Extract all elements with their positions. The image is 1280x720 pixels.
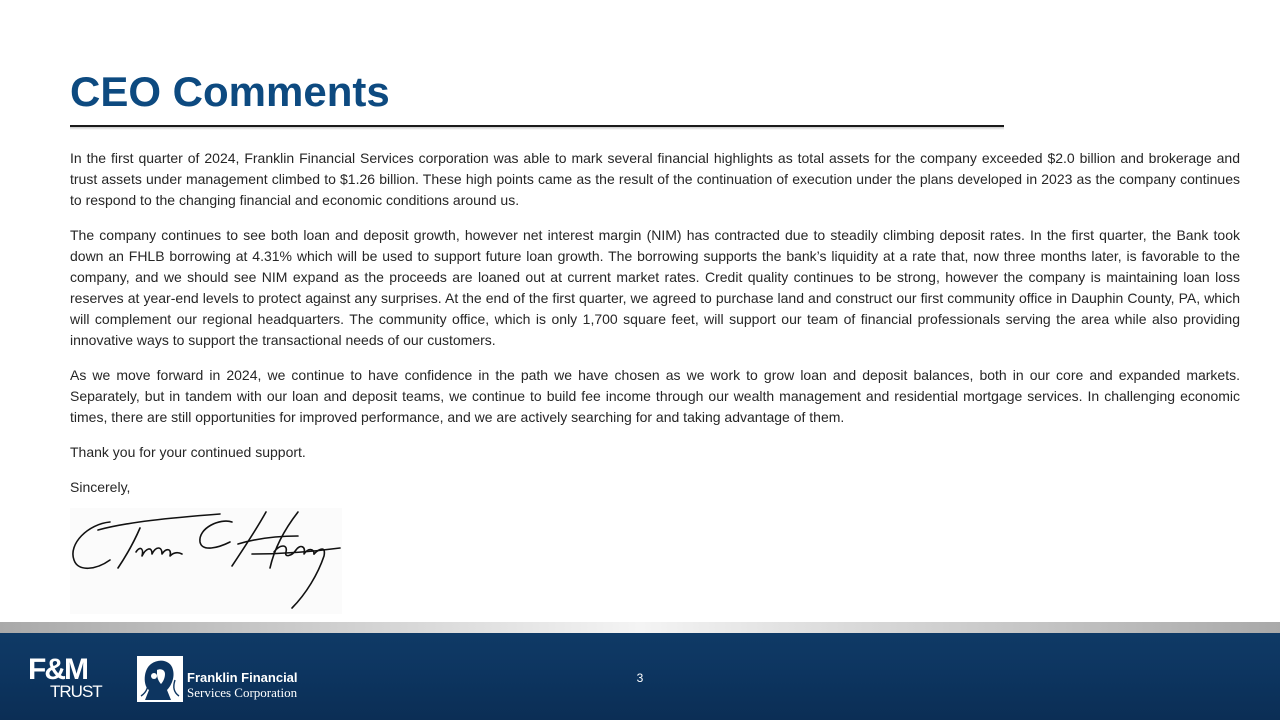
page-title: CEO Comments	[70, 68, 390, 115]
ff-logo-name: Franklin Financial	[187, 670, 298, 685]
letter-body	[70, 148, 1240, 512]
signature-image	[70, 508, 342, 614]
paragraph-intro: In the first quarter of 2024, Franklin Financial Services corporation was able to mark several financial highlights as total assets for the company exceeded $2.0 billion and brokerage and trust assets under management climbed to $1.26 billion. These high points came as the result of the continuation of execution under the plans developed in 2023 as the company continues to respond to the changing financial and economic conditions around us.	[70, 150, 1240, 208]
fm-trust-logo	[28, 655, 112, 705]
franklin-financial-logo	[137, 656, 307, 704]
franklin-portrait-icon	[137, 656, 183, 702]
signature-icon	[70, 508, 342, 614]
paragraph-growth: The company continues to see both loan and deposit growth, however net interest margin (NIM) has contracted due to steadily climbing deposit rates. In the first quarter, the Bank took down an FHLB borrowing at 4.31% which will be used to support future loan growth. The borrowing supports the bank’s liquidity at a rate that, now three months later, is favorable to the company, and we should see NIM expand as the proceeds are loaned out at current market rates. Credit quality continues to be strong, however the company is maintaining loan loss reserves at year-end levels to protect against any surprises. At the end of the first quarter, we agreed to purchase land and construct our first community office in Dauphin County, PA, which will complement our regional headquarters. The community office, which is only 1,700 square feet, will support our team of financial professionals serving the area while also providing innovative ways to support the transactional needs of our customers.	[70, 227, 1240, 348]
signoff-line: Sincerely,	[70, 479, 131, 495]
fm-logo-top: F&M	[28, 653, 87, 686]
ff-logo-sub: Services Corporation	[187, 685, 298, 700]
thanks-line: Thank you for your continued support.	[70, 444, 306, 460]
footer-divider-band	[0, 622, 1280, 633]
fm-logo-bottom: TRUST	[50, 682, 102, 701]
footer-bar	[0, 633, 1280, 720]
paragraph-outlook: As we move forward in 2024, we continue to have confidence in the path we have chosen as we work to grow loan and deposit balances, both in our core and expanded markets. Separately, but in tandem with our loan and deposit teams, we continue to build fee income through our wealth management and residential mortgage services. In challenging economic times, there are still opportunities for improved performance, and we are actively searching for and taking advantage of them.	[70, 367, 1240, 425]
title-divider-shadow	[70, 127, 1004, 130]
page-number: 3	[636, 671, 644, 685]
